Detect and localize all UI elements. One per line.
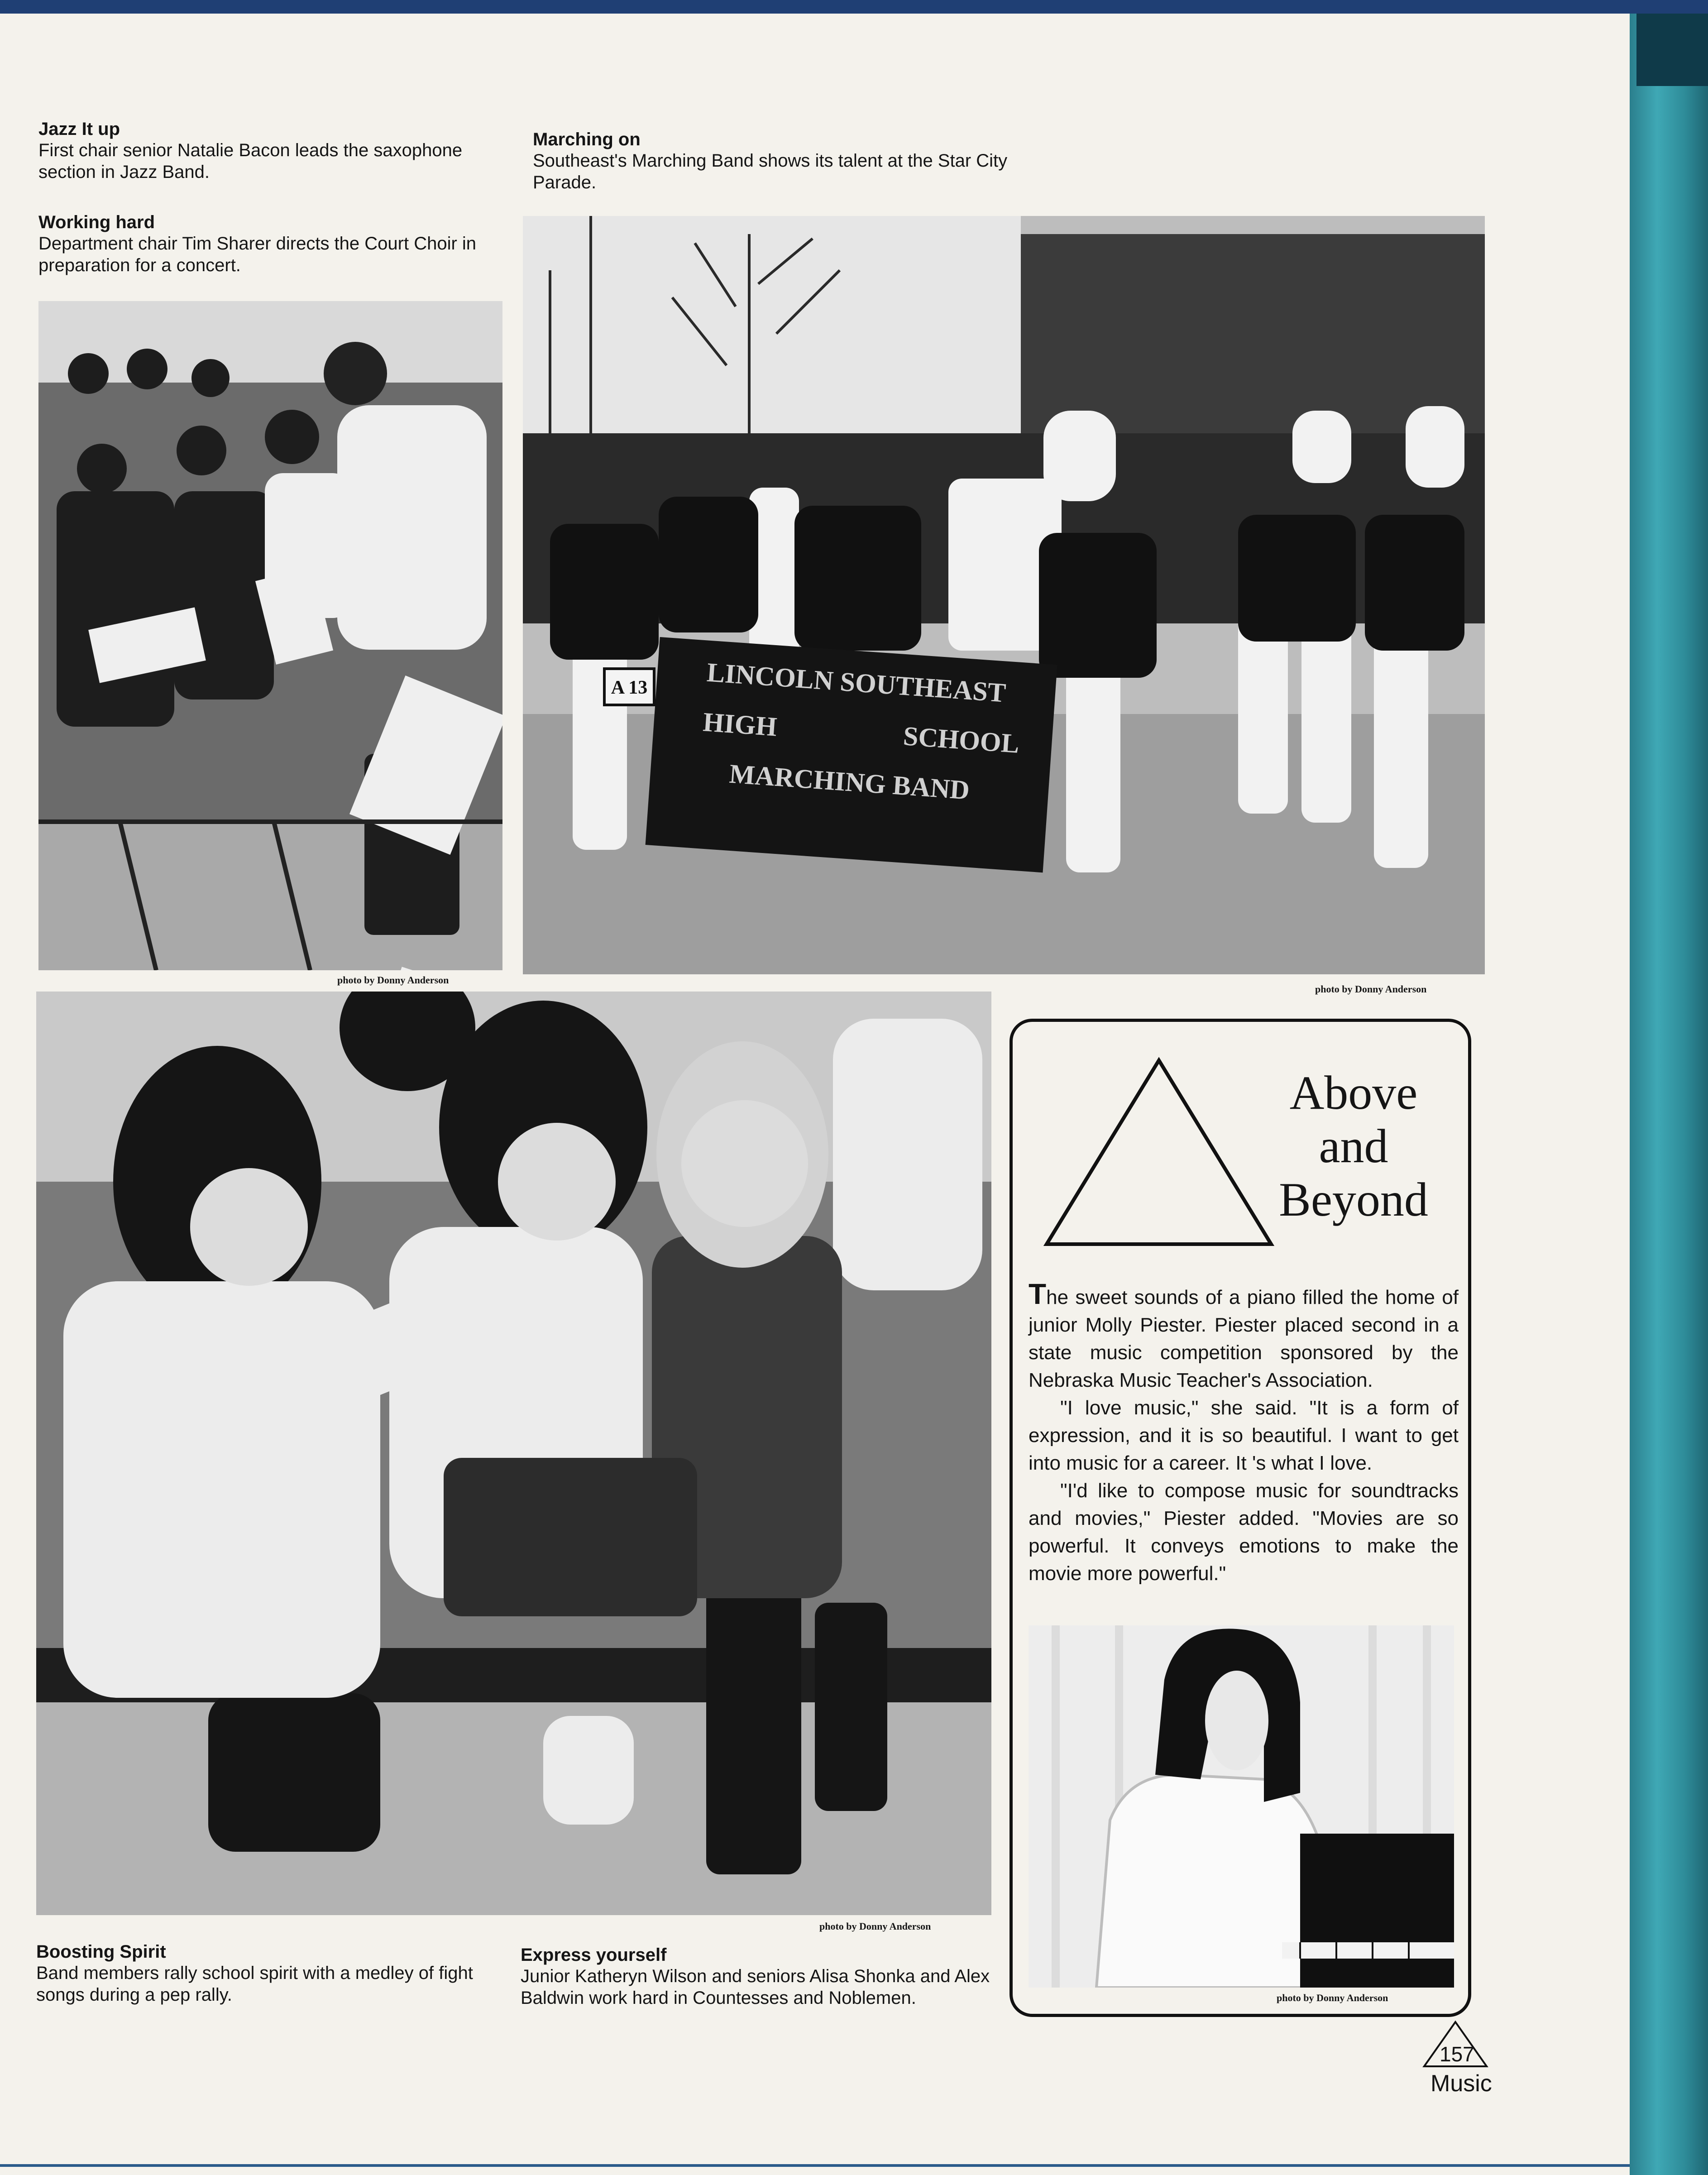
caption-body: First chair senior Natalie Bacon leads the saxophone section in Jazz Band. <box>38 140 463 182</box>
caption-body: Department chair Tim Sharer directs the Court Choir in preparation for a concert. <box>38 234 477 275</box>
caption-jazz <box>38 119 518 183</box>
banner-line: SCHOOL <box>902 721 1020 759</box>
caption-title: Boosting Spirit <box>36 1942 166 1962</box>
story-paragraph <box>1029 1280 1459 1394</box>
banner-tag: A 13 <box>611 677 648 698</box>
caption-title: Marching on <box>533 129 641 149</box>
binder-edge-shadow <box>1636 14 1708 86</box>
section-label: Music <box>1431 2070 1492 2097</box>
feature-headline <box>1258 1066 1449 1226</box>
singers-photo <box>36 992 991 1915</box>
story-paragraph: "I love music," she said. "It is a form of expression, and it is so beautiful. I want to get into music for a career. It 's what I love. <box>1029 1397 1459 1474</box>
caption-body: Southeast's Marching Band shows its talent at the Star City Parade. <box>533 151 1008 192</box>
caption-title: Express yourself <box>521 1945 667 1965</box>
caption-body: Band members rally school spirit with a medley of fight songs during a pep rally. <box>36 1963 473 2005</box>
piano-photo <box>1029 1625 1454 1988</box>
story-text: he sweet sounds of a piano filled the home of junior Molly Piester. Piester placed second in a state music competition sponsored by the Nebraska Music Teacher's Association. <box>1029 1286 1459 1391</box>
page-number: 157 <box>1440 2042 1474 2066</box>
headline-line: and <box>1319 1120 1388 1173</box>
parade-photo <box>523 216 1485 974</box>
triangle-graphic <box>1041 1055 1277 1250</box>
caption-express <box>521 1945 1009 2009</box>
drop-cap: T <box>1029 1278 1047 1310</box>
binder-edge <box>1630 14 1708 2175</box>
bottom-border <box>0 2164 1630 2167</box>
story-paragraph: "I'd like to compose music for soundtracks and movies," Piester added. "Movies are so powerful. It conveys emotions to make the movie more powerful." <box>1029 1480 1459 1585</box>
top-border <box>0 0 1708 14</box>
photo-credit: photo by Donny Anderson <box>819 1921 931 1932</box>
photo-credit: photo by Donny Anderson <box>337 974 449 986</box>
banner-line: LINCOLN SOUTHEAST <box>706 657 1007 708</box>
feature-story <box>1029 1280 1459 1587</box>
caption-working <box>38 212 518 276</box>
banner-line: HIGH <box>702 707 778 742</box>
caption-marching <box>533 129 1035 193</box>
caption-title: Working hard <box>38 212 155 232</box>
headline-line: Above <box>1289 1066 1418 1119</box>
choir-photo <box>38 301 502 970</box>
caption-boosting <box>36 1941 516 2006</box>
photo-credit: photo by Donny Anderson <box>1315 983 1427 995</box>
banner-line: MARCHING BAND <box>728 758 971 805</box>
caption-title: Jazz It up <box>38 119 120 139</box>
caption-body: Junior Katheryn Wilson and seniors Alisa Shonka and Alex Baldwin work hard in Countesses and Noblemen. <box>521 1966 990 2008</box>
photo-credit: photo by Donny Anderson <box>1277 1992 1388 2003</box>
headline-line: Beyond <box>1279 1173 1428 1226</box>
